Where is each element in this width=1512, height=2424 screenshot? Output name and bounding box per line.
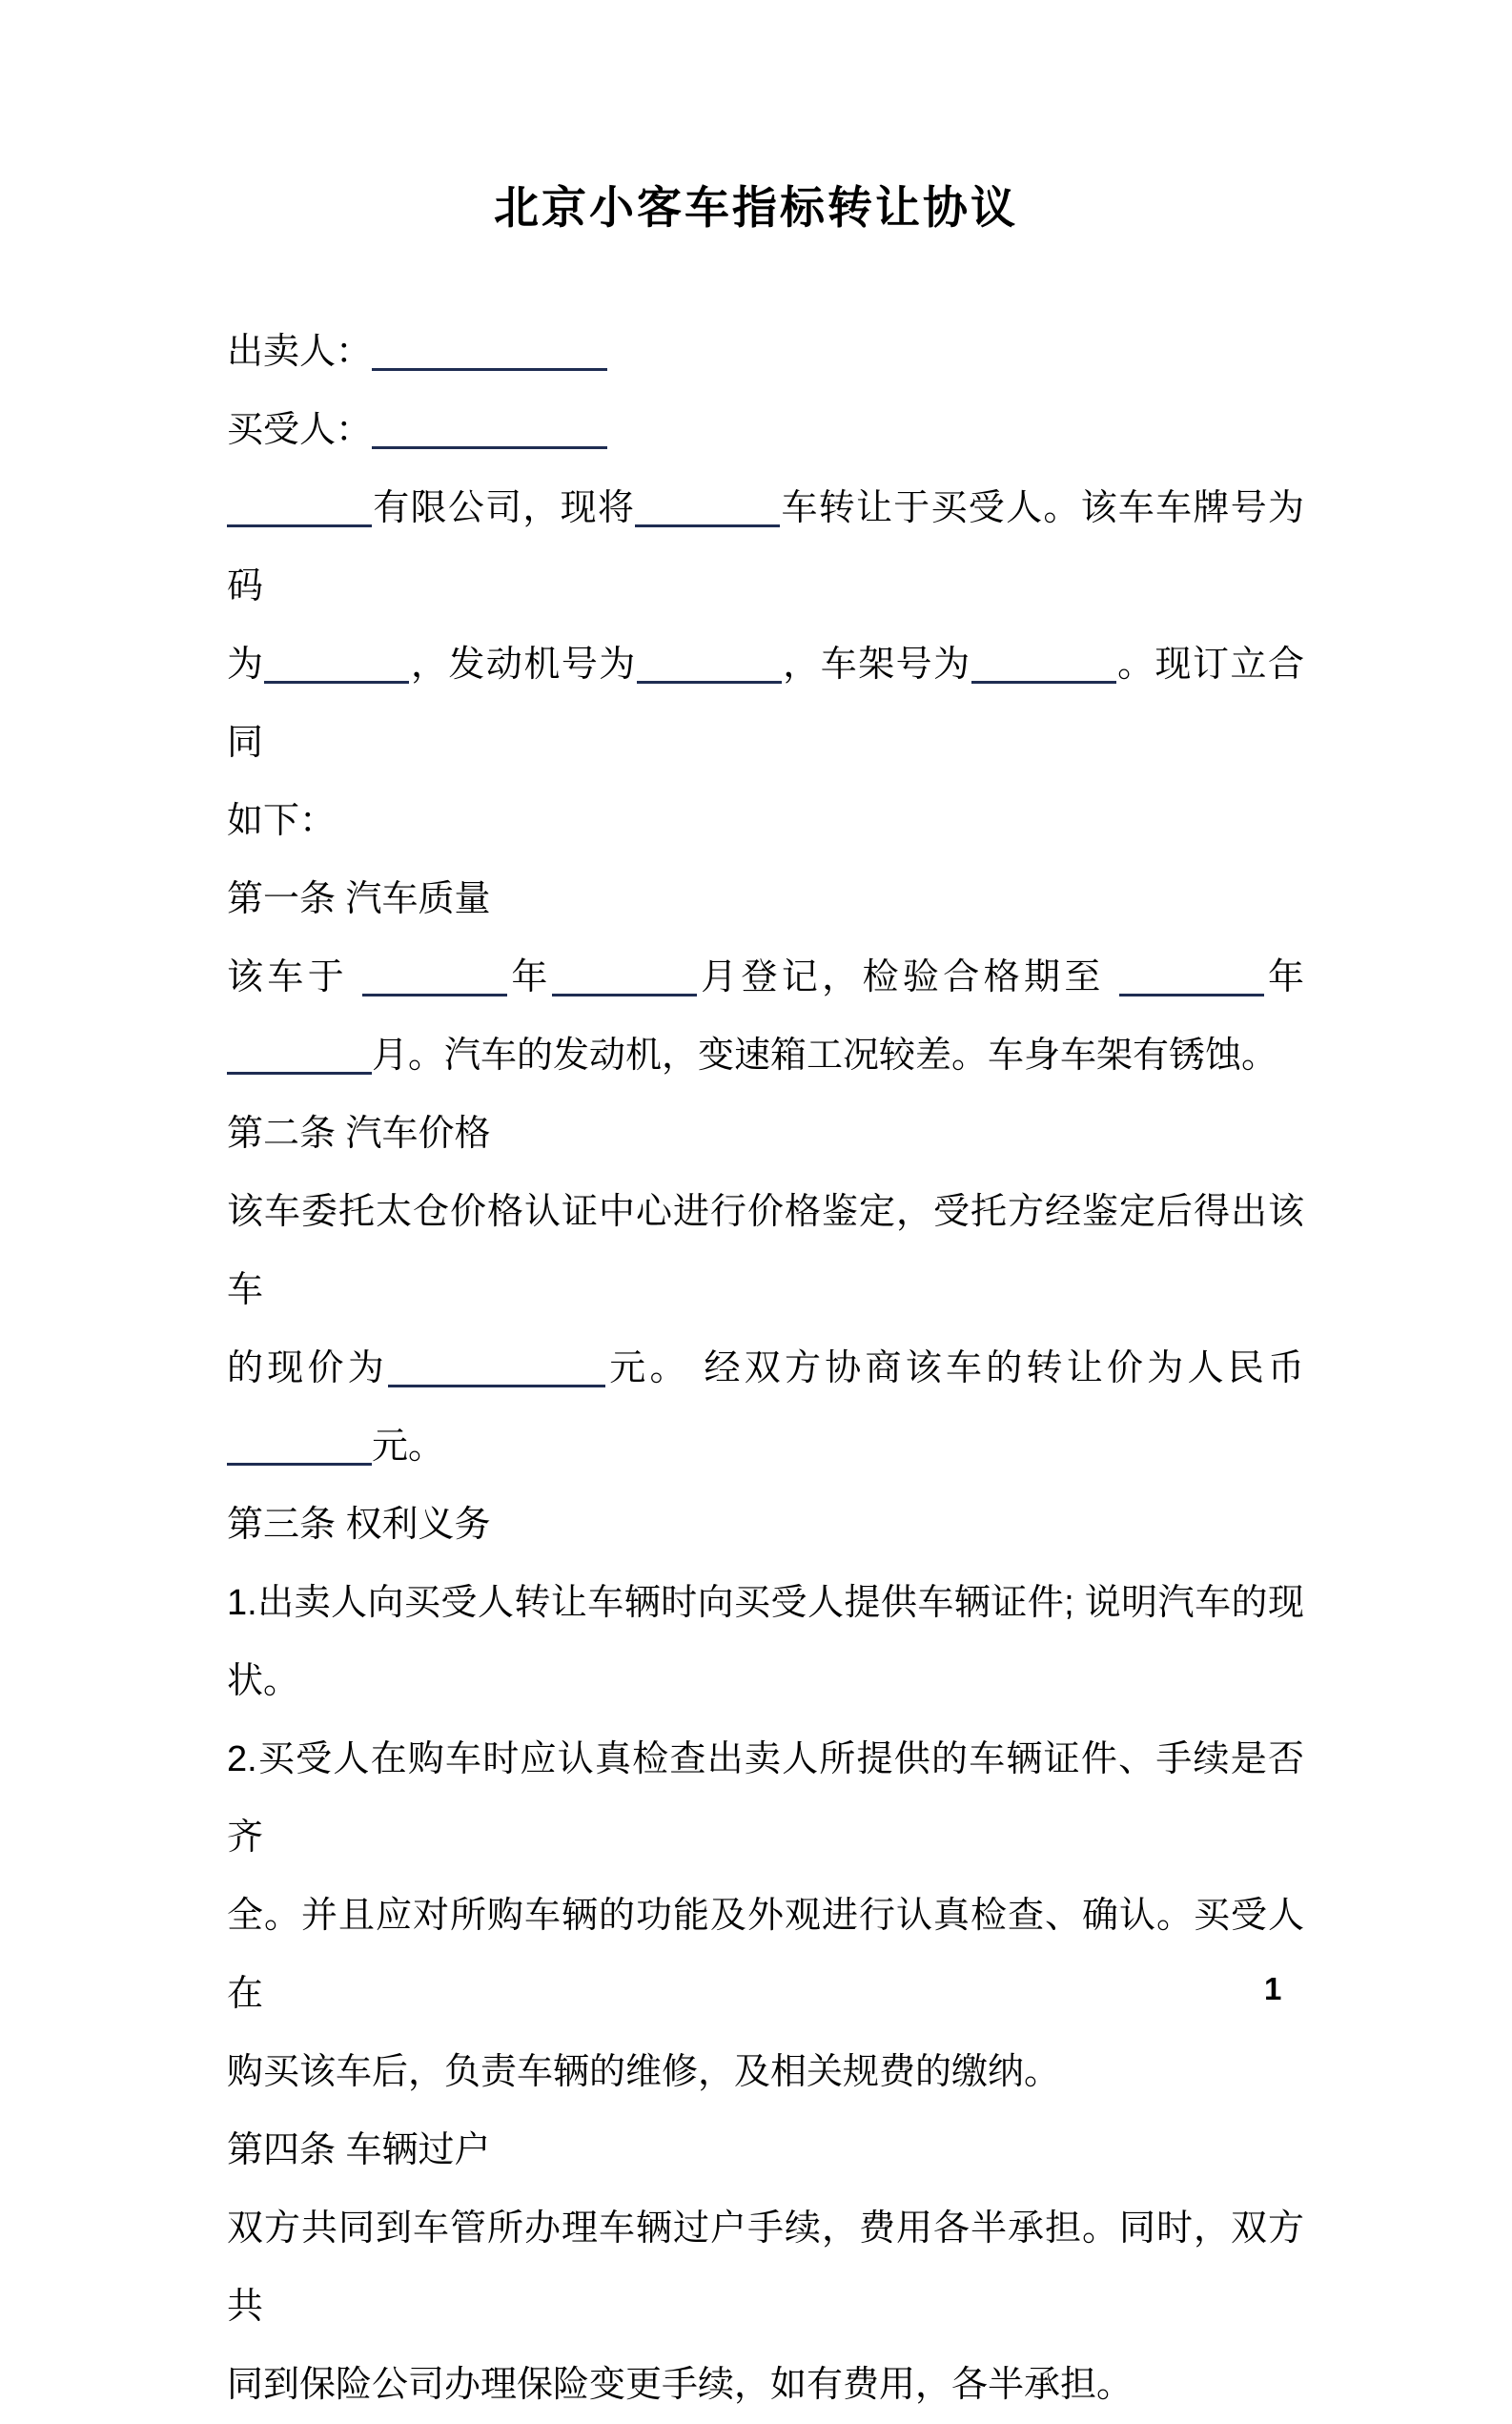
text-run: 全。并且应对所购车辆的功能及外观进行认真检查、确认。买受人在 [227, 1896, 1304, 2014]
text-run: 第二条 汽车价格 [227, 1114, 491, 1154]
blank-field [372, 334, 607, 371]
text-line-10 [227, 1173, 1304, 1329]
text-run: 2.买受人在购车时应认真检查出卖人所提供的车辆证件、手续是否齐 [227, 1739, 1304, 1858]
text-run: 1.出卖人向买受人转让车辆时向买受人提供车辆证件; 说明汽车的现 [227, 1583, 1304, 1623]
text-run: 年 [507, 957, 552, 997]
document-body [227, 313, 1304, 2424]
text-run: 第三条 权利义务 [227, 1505, 491, 1545]
text-line-20 [227, 2189, 1304, 2346]
text-run: 第一条 汽车质量 [227, 879, 491, 919]
document-title: 北京小客车指标转让协议 [494, 182, 1018, 233]
text-run: ，车架号为 [781, 645, 971, 685]
text-line-14 [227, 1564, 1304, 1642]
text-line-9 [227, 1095, 1304, 1173]
blank-field [227, 1037, 372, 1075]
text-line-12 [227, 1407, 1304, 1486]
text-run: 车转让于买受人。该车车牌号为码 [227, 488, 1304, 606]
blank-field [264, 647, 409, 684]
text-run: 如下： [227, 801, 337, 841]
text-run: 月登记，检验合格期至 [696, 957, 1119, 997]
text-run: 有限公司，现将 [372, 488, 636, 528]
text-run: 该车于 [227, 957, 362, 997]
text-run: 双方共同到车管所办理车辆过户手续，费用各半承担。同时，双方共 [227, 2208, 1304, 2327]
text-run: 第四条 车辆过户 [227, 2130, 491, 2170]
text-run: 元。 [372, 1427, 445, 1467]
text-line-11 [227, 1329, 1304, 1407]
text-line-6 [227, 860, 1304, 938]
text-run: ，发动机号为 [409, 645, 637, 685]
text-run: 状。 [227, 1661, 300, 1701]
text-line-16 [227, 1720, 1304, 1877]
blank-field [372, 412, 607, 449]
text-run: 的现价为 [227, 1348, 388, 1388]
text-run: 元。 经双方协商该车的转让价为人民币 [605, 1348, 1304, 1388]
text-line-19 [227, 2111, 1304, 2189]
text-run: 购买该车后，负责车辆的维修，及相关规费的缴纳。 [227, 2052, 1061, 2092]
text-line-5 [227, 782, 1304, 860]
text-run: 。现订立合同 [227, 645, 1304, 763]
blank-field [1119, 959, 1264, 996]
text-line-21 [227, 2346, 1304, 2424]
text-line-8 [227, 1017, 1304, 1095]
text-run: 该车委托太仓价格认证中心进行价格鉴定，受托方经鉴定后得出该车 [227, 1192, 1304, 1310]
text-run: 买受人： [227, 410, 373, 450]
text-line-13 [227, 1486, 1304, 1564]
text-run: 月。汽车的发动机，变速箱工况较差。车身车架有锈蚀。 [372, 1036, 1278, 1076]
text-line-17 [227, 1877, 1304, 2033]
text-run: 同到保险公司办理保险变更手续，如有费用，各半承担。 [227, 2365, 1134, 2405]
blank-field [388, 1350, 605, 1387]
blank-field [552, 959, 697, 996]
text-line-18 [227, 2033, 1304, 2111]
blank-field [362, 959, 507, 996]
page-number: 1 [1264, 1971, 1282, 2006]
blank-field [227, 490, 372, 527]
text-line-7 [227, 938, 1304, 1017]
text-line-2 [227, 391, 1304, 469]
text-line-3 [227, 469, 1304, 626]
text-run: 出卖人： [227, 332, 373, 372]
blank-field [637, 647, 782, 684]
blank-field [635, 490, 780, 527]
text-run: 为 [227, 645, 265, 685]
text-run: 年 [1263, 957, 1304, 997]
text-line-1 [227, 313, 1304, 391]
blank-field [971, 647, 1116, 684]
text-line-4 [227, 626, 1304, 782]
text-line-15 [227, 1642, 1304, 1720]
blank-field [227, 1428, 372, 1466]
